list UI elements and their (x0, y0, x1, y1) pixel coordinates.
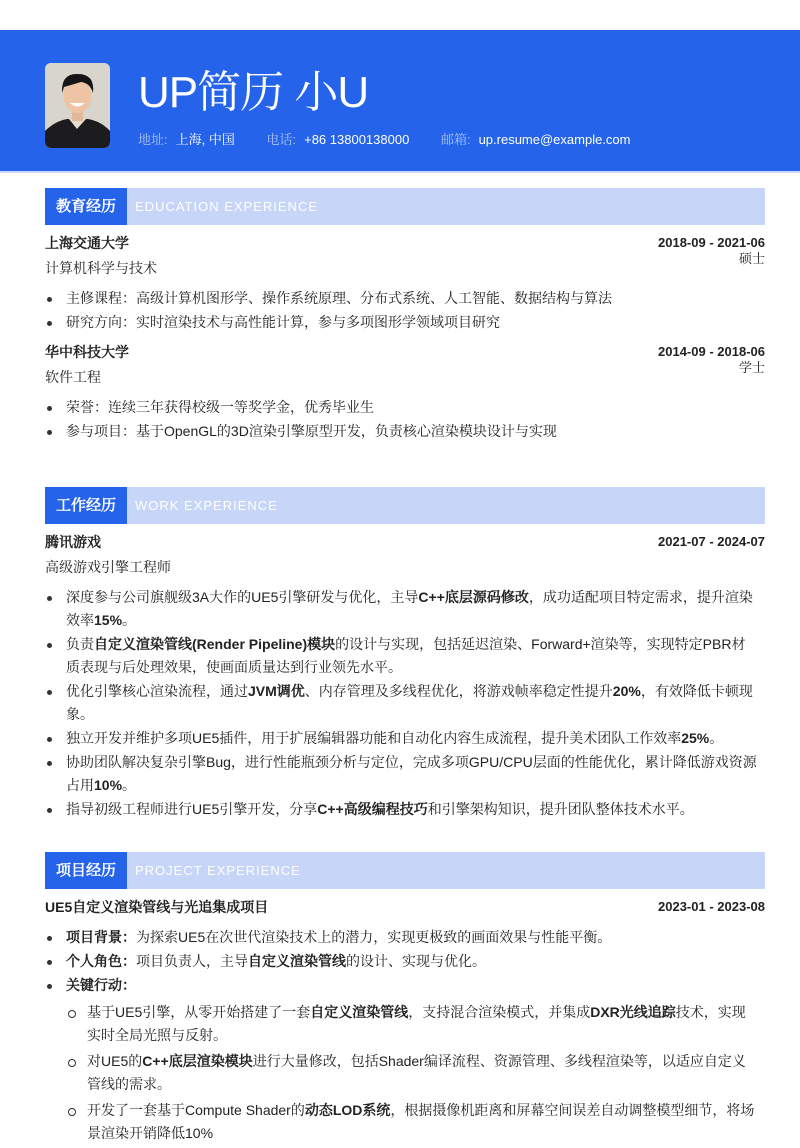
contact-address (138, 132, 235, 147)
text-segment: 项目负责人，主导 (136, 953, 248, 969)
project-section (45, 852, 765, 1148)
bold-text: 关键行动： (66, 977, 136, 993)
entry-subtitle: 计算机科学与技术 (45, 260, 157, 276)
text-segment: 独立开发并维护多项UE5插件，用于扩展编辑器功能和自动化内容生成流程，提升美术团队工作效率 (66, 730, 682, 746)
text-segment: 参与项目：基于OpenGL的3D渲染引擎原型开发，负责核心渲染模块设计与实现 (66, 423, 557, 439)
address-value: 上海, 中国 (175, 132, 235, 147)
text-segment: 进行大量修改，包括Shader编译流程、资源管理、多线程渲染等，以适应自定义管线的需求。 (87, 1053, 746, 1092)
bold-text: C++底层渲染模块 (142, 1053, 253, 1069)
bold-text: 自定义渲染管线(Render Pipeline)模块 (94, 636, 336, 652)
resume-header (0, 30, 800, 173)
entry-name: 华中科技大学 (45, 344, 129, 360)
text-segment: 指导初级工程师进行UE5引擎开发，分享 (66, 801, 318, 817)
section-title-en: PROJECT EXPERIENCE (135, 863, 301, 878)
profile-photo (45, 63, 110, 148)
text-segment: 对UE5的 (87, 1053, 143, 1069)
list-item (66, 1099, 765, 1145)
bold-text: 个人角色： (66, 953, 136, 969)
email-label: 邮箱: (440, 132, 471, 147)
work-section (45, 487, 765, 822)
entry-header (45, 896, 765, 918)
list-item (45, 680, 765, 726)
list-item (66, 1050, 765, 1096)
entry-date: 2021-07 - 2024-07 (658, 534, 765, 549)
entry-name: 上海交通大学 (45, 235, 129, 251)
text-segment: 为探索UE5在次世代渲染技术上的潜力，实现更极致的画面效果与性能平衡。 (136, 929, 612, 945)
section-title-en: EDUCATION EXPERIENCE (135, 199, 319, 214)
text-segment: ，支持混合渲染模式，并集成 (408, 1004, 591, 1020)
bold-text: 15% (94, 612, 123, 628)
text-segment: 和引擎架构知识，提升团队整体技术水平。 (427, 801, 694, 817)
candidate-name: UP简历 小U (138, 68, 369, 117)
section-title: 教育经历 (45, 188, 127, 225)
bold-text: C++高级编程技巧 (317, 801, 428, 817)
list-item (45, 727, 765, 750)
bold-text: 项目背景： (66, 929, 136, 945)
text-segment: ，有效降低卡顿现象。 (66, 683, 753, 722)
bold-text: DXR光线追踪 (590, 1004, 676, 1020)
section-title: 工作经历 (45, 487, 127, 524)
list-item (66, 1001, 765, 1047)
entry-date: 2018-09 - 2021-06 (658, 235, 765, 250)
bullet-list (45, 1001, 765, 1145)
section-header (45, 188, 765, 225)
text-segment: 、内存管理及多线程优化，将游戏帧率稳定性提升 (304, 683, 613, 699)
entry-subtitle-row (45, 251, 765, 279)
bullet-list (45, 287, 765, 334)
section-header (45, 852, 765, 889)
bold-text: 20% (612, 683, 641, 699)
address-label: 地址: (138, 132, 168, 147)
section-title-en: WORK EXPERIENCE (135, 498, 278, 513)
phone-value: +86 13800138000 (304, 132, 410, 147)
list-item (45, 950, 765, 973)
bullet-list (45, 396, 765, 443)
email-value[interactable]: up.resume@example.com (478, 132, 631, 147)
contact-email (441, 132, 631, 147)
text-segment: 。 (122, 777, 137, 793)
bold-text: 自定义渲染管线 (248, 953, 346, 969)
list-item (45, 751, 765, 797)
bold-text: 25% (681, 730, 710, 746)
text-segment: ，根据摄像机距离和屏幕空间误差自动调整模型细节，将场景渲染开销降低10% (87, 1102, 755, 1141)
text-segment: 技术，实现实时全局光照与反射。 (87, 1004, 746, 1043)
list-item (45, 633, 765, 679)
bold-text: JVM调优 (248, 683, 305, 699)
bold-text: 10% (94, 777, 123, 793)
entry-name: 腾讯游戏 (45, 534, 101, 550)
education-section (45, 188, 765, 444)
entry-subtitle: 高级游戏引擎工程师 (45, 559, 171, 575)
list-item (45, 798, 765, 821)
text-segment: 负责 (66, 636, 94, 652)
phone-label: 电话: (266, 132, 297, 147)
text-segment: 主修课程：高级计算机图形学、操作系统原理、分布式系统、人工智能、数据结构与算法 (66, 290, 612, 306)
entry-degree: 硕士 (738, 251, 765, 266)
bullet-list (45, 586, 765, 821)
entry (45, 896, 765, 1145)
text-segment: 研究方向：实时渲染技术与高性能计算，参与多项图形学领域项目研究 (66, 314, 500, 330)
contact-phone (266, 132, 409, 147)
text-segment: 。 (122, 612, 137, 628)
list-item (45, 287, 765, 310)
list-item (45, 420, 765, 443)
entry (45, 341, 765, 443)
entry-header (45, 232, 765, 254)
contact-info (138, 131, 659, 149)
text-segment: 深度参与公司旗舰级3A大作的UE5引擎研发与优化，主导 (66, 589, 419, 605)
bold-text: 动态LOD系统 (304, 1102, 391, 1118)
text-segment: 的设计、实现与优化。 (346, 953, 486, 969)
text-segment: 。 (709, 730, 724, 746)
entry-header (45, 341, 765, 363)
section-header (45, 487, 765, 524)
text-segment: 协助团队解决复杂引擎Bug，进行性能瓶颈分析与定位，完成多项GPU/CPU层面的性能优化，累计降低游戏资源占用 (66, 754, 757, 793)
bold-text: C++底层源码修改 (418, 589, 529, 605)
list-item (45, 396, 765, 419)
text-segment: 的设计与实现，包括延迟渲染、Forward+渲染等，实现特定PBR材质表现与后处理效果，使画面质量达到行业领先水平。 (66, 636, 746, 675)
list-item (45, 586, 765, 632)
text-segment: 开发了一套基于Compute Shader的 (87, 1102, 305, 1118)
list-item (45, 926, 765, 949)
entry-subtitle-row (45, 360, 765, 388)
text-segment: ，成功适配项目特定需求，提升渲染效率 (66, 589, 753, 628)
entry-name: UE5自定义渲染管线与光追集成项目 (45, 899, 269, 915)
section-title: 项目经历 (45, 852, 127, 889)
bold-text: 自定义渲染管线 (310, 1004, 409, 1020)
text-segment: 基于UE5引擎，从零开始搭建了一套 (87, 1004, 311, 1020)
list-item (45, 974, 765, 997)
list-item (45, 311, 765, 334)
entry-header (45, 531, 765, 553)
entry-degree: 学士 (738, 360, 765, 375)
text-segment: 优化引擎核心渲染流程，通过 (66, 683, 248, 699)
entry (45, 232, 765, 334)
entry-date: 2014-09 - 2018-06 (658, 344, 765, 359)
bullet-list (45, 926, 765, 997)
entry-subtitle: 软件工程 (45, 369, 101, 385)
text-segment: 荣誉：连续三年获得校级一等奖学金，优秀毕业生 (66, 399, 374, 415)
entry-date: 2023-01 - 2023-08 (658, 899, 765, 914)
entry (45, 531, 765, 821)
entry-subtitle-row (45, 556, 765, 578)
